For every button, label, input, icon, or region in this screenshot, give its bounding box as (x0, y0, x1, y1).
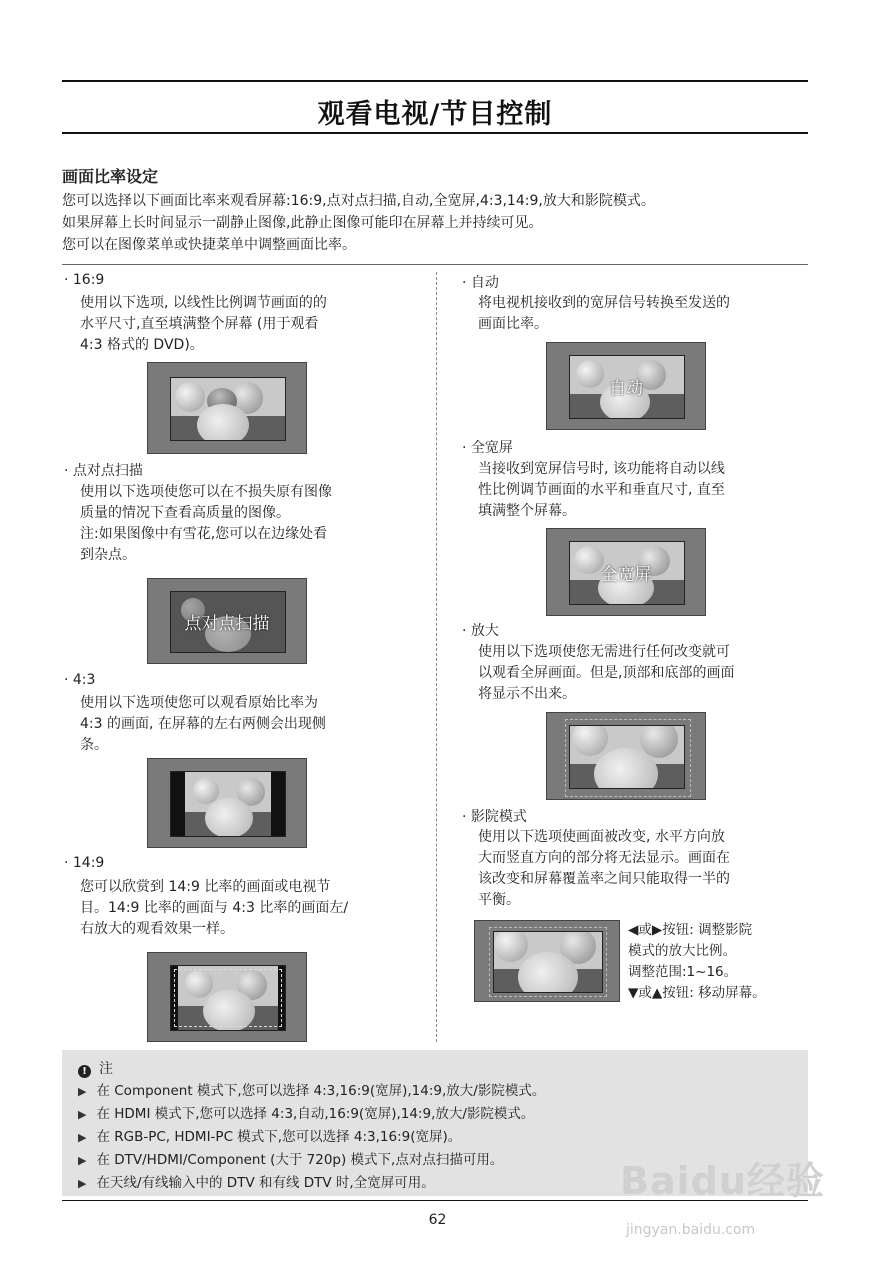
item-cinema-head: · 影院模式 (462, 809, 527, 825)
body-line: 将电视机接收到的宽屏信号转换至发送的 (478, 295, 730, 311)
body-line: 填满整个屏幕。 (478, 503, 576, 519)
body-line: 使用以下选项使您无需进行任何改变就可 (478, 644, 730, 660)
body-line: 4:3 格式的 DVD)。 (80, 337, 204, 353)
body-line: 将显示不出来。 (478, 686, 576, 702)
item-4-3-body (80, 693, 326, 756)
help-line: ▼或▲按钮: 移动屏幕。 (628, 985, 766, 1001)
note-line (78, 1148, 503, 1168)
body-line: 使用以下选项使您可以观看原始比率为 (80, 695, 318, 711)
help-line: 模式的放大比例。 (628, 943, 736, 959)
top-rule (62, 80, 808, 82)
item-fullwide-body (478, 459, 725, 522)
page-title: 观看电视/节目控制 (317, 99, 553, 130)
page-number: 62 (428, 1212, 447, 1228)
warning-icon: ! (78, 1065, 91, 1078)
body-line: 以观看全屏画面。但是,顶部和底部的画面 (478, 665, 735, 681)
tv-fullwide-image (546, 528, 706, 616)
intro-line: 如果屏幕上长时间显示一副静止图像,此静止图像可能印在屏幕上并持续可见。 (62, 215, 543, 231)
note-text: 在 RGB-PC, HDMI-PC 模式下,您可以选择 4:3,16:9(宽屏)。 (96, 1129, 462, 1145)
note-line (78, 1079, 545, 1099)
item-14-9-head: · 14:9 (64, 855, 105, 871)
body-line: 目。14:9 比率的画面与 4:3 比率的画面左/ (80, 900, 349, 916)
body-line: 条。 (80, 737, 108, 753)
tv-p2p-image (147, 578, 307, 664)
body-line: 平衡。 (478, 892, 520, 908)
section-intro (62, 190, 822, 256)
body-line: 使用以下选项, 以线性比例调节画面的的 (80, 295, 327, 311)
watermark-url: jingyan.baidu.com (626, 1222, 756, 1238)
triangle-bullet-icon: ▶ (78, 1108, 87, 1121)
note-line (78, 1125, 461, 1145)
note-line (78, 1102, 534, 1122)
tv-4-3-image (147, 758, 307, 848)
body-line: 到杂点。 (80, 547, 136, 563)
intro-line: 您可以在图像菜单或快捷菜单中调整画面比率。 (62, 237, 356, 253)
body-line: 大而竖直方向的部分将无法显示。画面在 (478, 850, 730, 866)
body-line: 当接收到宽屏信号时, 该功能将自动以线 (478, 461, 725, 477)
tv-16-9-image (147, 362, 307, 454)
item-cinema-body (478, 827, 730, 911)
tv-auto-label: 自动 (609, 379, 643, 399)
help-line: ◀或▶按钮: 调整影院 (628, 922, 753, 938)
note-header (78, 1058, 113, 1078)
watermark-logo: Baidu经验 (620, 1159, 825, 1203)
tv-auto-image (546, 342, 706, 430)
body-line: 右放大的观看效果一样。 (80, 921, 234, 937)
body-line: 性比例调节画面的水平和垂直尺寸, 直至 (478, 482, 725, 498)
body-line: 水平尺寸,直至填满整个屏幕 (用于观看 (80, 316, 319, 332)
note-line (78, 1171, 435, 1191)
item-zoom-head: · 放大 (462, 623, 499, 639)
section-title: 画面比率设定 (62, 167, 159, 186)
item-16-9-body (80, 293, 327, 356)
note-text: 在 HDMI 模式下,您可以选择 4:3,自动,16:9(宽屏),14:9,放大/影院模式。 (96, 1106, 535, 1122)
item-p2p-body (80, 482, 332, 566)
item-4-3-head: · 4:3 (64, 672, 96, 688)
item-zoom-body (478, 642, 734, 705)
tv-fullwide-label: 全宽屏 (600, 565, 652, 585)
body-line: 您可以欣赏到 14:9 比率的画面或电视节 (80, 879, 331, 895)
body-line: 画面比率。 (478, 316, 548, 332)
triangle-bullet-icon: ▶ (78, 1177, 87, 1190)
note-text: 在天线/有线输入中的 DTV 和有线 DTV 时,全宽屏可用。 (96, 1175, 435, 1191)
item-p2p-head: · 点对点扫描 (64, 463, 143, 479)
cinema-button-help (628, 920, 766, 1004)
item-14-9-body (80, 877, 348, 940)
title-underline (62, 132, 808, 134)
column-divider (436, 272, 437, 1042)
help-line: 调整范围:1~16。 (628, 964, 738, 980)
body-line: 使用以下选项使画面被改变, 水平方向放 (478, 829, 725, 845)
item-fullwide-head: · 全宽屏 (462, 440, 513, 456)
item-16-9-head: · 16:9 (64, 272, 105, 288)
triangle-bullet-icon: ▶ (78, 1154, 87, 1167)
note-text: 在 DTV/HDMI/Component (大于 720p) 模式下,点对点扫描可用。 (96, 1152, 504, 1168)
body-line: 使用以下选项使您可以在不损失原有图像 (80, 484, 332, 500)
tv-cinema-image (474, 920, 620, 1002)
item-auto-head: · 自动 (462, 275, 499, 291)
tv-p2p-label: 点对点扫描 (184, 614, 270, 634)
intro-line: 您可以选择以下画面比率来观看屏幕:16:9,点对点扫描,自动,全宽屏,4:3,14:9,放大和影院模式。 (62, 193, 655, 209)
tv-14-9-image (147, 952, 307, 1042)
item-auto-body (478, 293, 730, 335)
tv-zoom-image (546, 712, 706, 800)
body-line: 质量的情况下查看高质量的图像。 (80, 505, 290, 521)
body-line: 注:如果图像中有雪花,您可以在边缘处看 (80, 526, 328, 542)
note-title: 注 (99, 1061, 113, 1077)
section-divider (62, 264, 808, 265)
body-line: 4:3 的画面, 在屏幕的左右两侧会出现侧 (80, 716, 326, 732)
note-text: 在 Component 模式下,您可以选择 4:3,16:9(宽屏),14:9,放大/影院模式。 (96, 1083, 546, 1099)
triangle-bullet-icon: ▶ (78, 1085, 87, 1098)
body-line: 该改变和屏幕覆盖率之间只能取得一半的 (478, 871, 730, 887)
triangle-bullet-icon: ▶ (78, 1131, 87, 1144)
